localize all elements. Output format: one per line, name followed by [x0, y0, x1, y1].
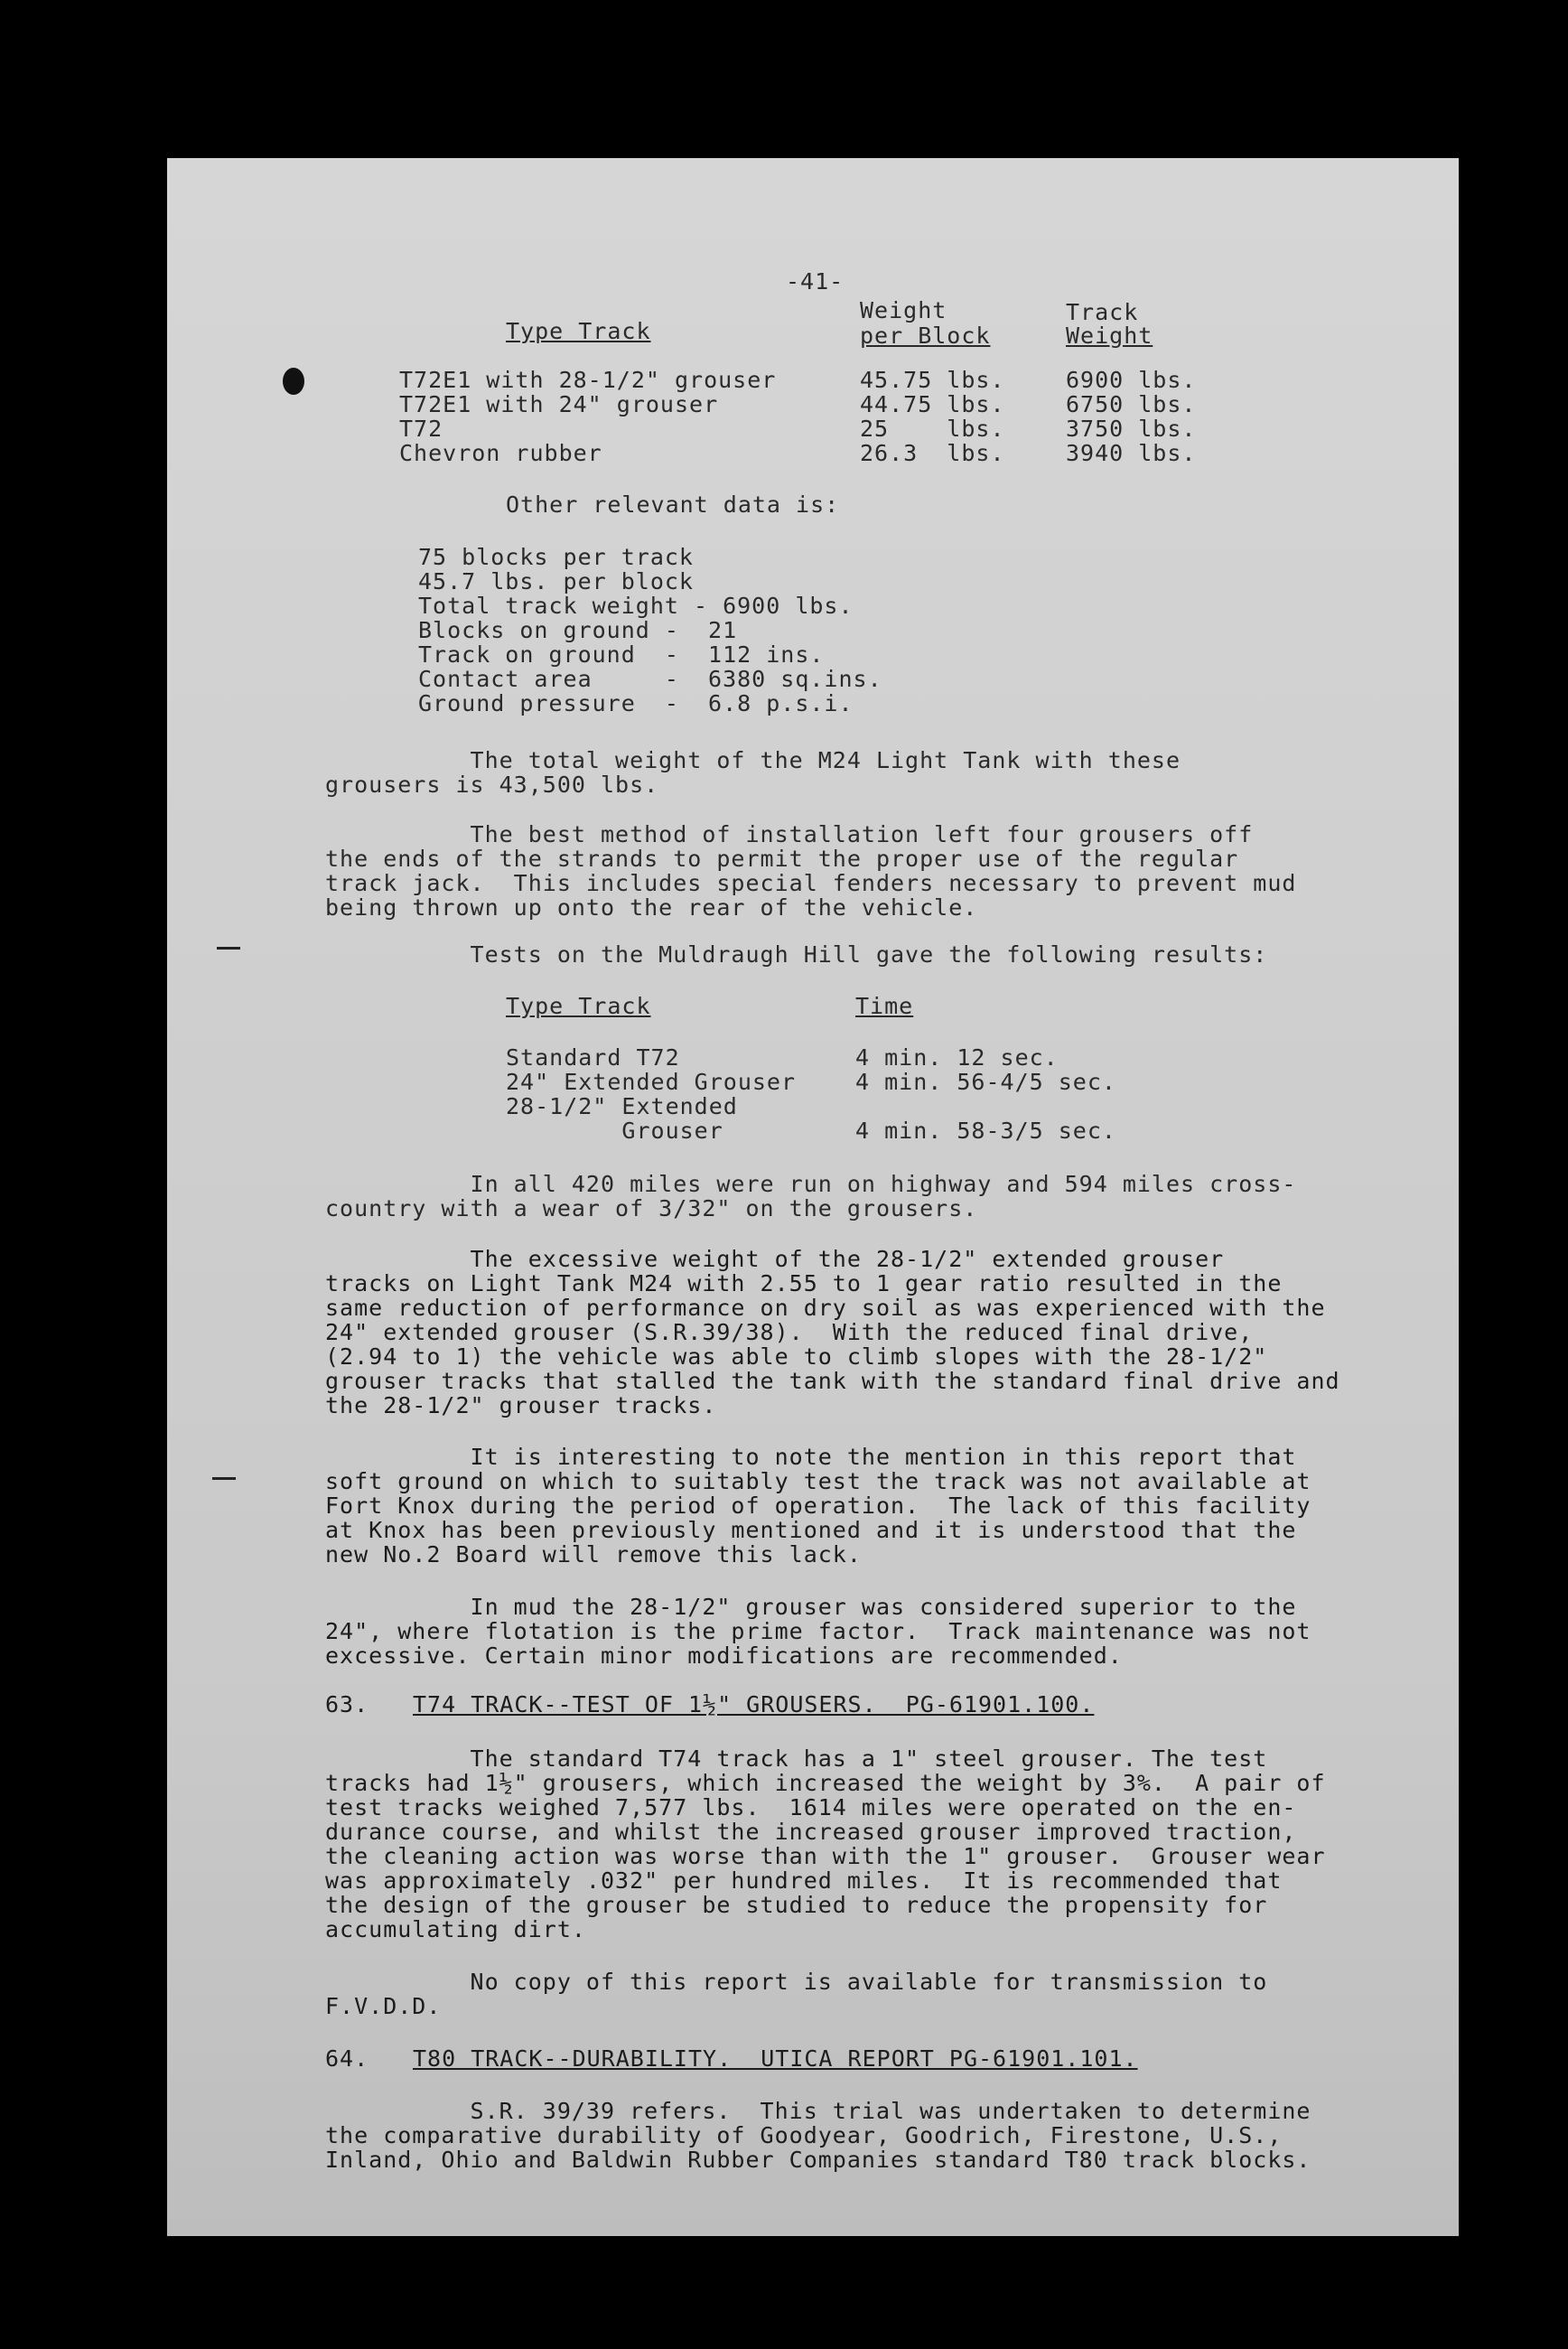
data-line: Ground pressure - 6.8 p.s.i.: [418, 690, 854, 716]
section-63-number: 63.: [325, 1691, 369, 1717]
table1-row1-track: 6900 lbs.: [1066, 367, 1197, 393]
paragraph-line: country with a wear of 3/32" on the grousers.: [325, 1195, 978, 1221]
punch-hole-mark: [283, 368, 304, 395]
table1-row2-track: 6750 lbs.: [1066, 391, 1197, 417]
paragraph-line: The standard T74 track has a 1" steel grouser. The test: [325, 1745, 1268, 1772]
paragraph-line: tracks had 1½" grousers, which increased the weight by 3%. A pair of: [325, 1770, 1326, 1796]
paragraph-line: at Knox has been previously mentioned and it is understood that the: [325, 1517, 1297, 1543]
paragraph-line: the comparative durability of Goodyear, Goodrich, Firestone, U.S.,: [325, 2122, 1283, 2148]
paragraph-line: the 28-1/2" grouser tracks.: [325, 1392, 717, 1418]
paragraph-line: Inland, Ohio and Baldwin Rubber Companies standard T80 track blocks.: [325, 2147, 1311, 2173]
paragraph-line: The excessive weight of the 28-1/2" extended grouser: [325, 1246, 1225, 1272]
paragraph-line: excessive. Certain minor modifications are recommended.: [325, 1642, 1123, 1669]
table2-row3-type: 28-1/2" Extended: [506, 1093, 738, 1119]
paragraph-line: same reduction of performance on dry soil as was experienced with the: [325, 1295, 1326, 1321]
paragraph-line: (2.94 to 1) the vehicle was able to climb slopes with the 28-1/2": [325, 1343, 1268, 1370]
table1-row1-weight: 45.75 lbs.: [860, 367, 1005, 393]
paragraph-line: soft ground on which to suitably test the track was not available at: [325, 1468, 1311, 1494]
table2-row4-type: Grouser: [506, 1118, 723, 1144]
data-line: Track on ground - 112 ins.: [418, 641, 825, 668]
table2-header-type: Type Track: [506, 993, 651, 1019]
paragraph-line: the design of the grouser be studied to reduce the propensity for: [325, 1892, 1268, 1918]
paragraph-line: test tracks weighed 7,577 lbs. 1614 miles were operated on the en-: [325, 1794, 1297, 1820]
page-number: -41-: [786, 268, 845, 295]
data-line: Blocks on ground - 21: [418, 617, 738, 643]
paragraph-line: grousers is 43,500 lbs.: [325, 772, 659, 798]
document-page: [167, 158, 1459, 2236]
table1-header-track-line2: Weight: [1066, 323, 1153, 349]
table2-row2-type: 24" Extended Grouser: [506, 1069, 797, 1095]
table1-header-weight-line2: per Block: [860, 323, 991, 349]
table1-row1-type: T72E1 with 28-1/2" grouser: [399, 367, 777, 393]
paragraph-line: In all 420 miles were run on highway and 594 miles cross-: [325, 1171, 1297, 1197]
table2-row1-type: Standard T72: [506, 1044, 680, 1071]
paragraph-line: track jack. This includes special fenders necessary to prevent mud: [325, 870, 1297, 896]
data-line: Contact area - 6380 sq.ins.: [418, 666, 882, 692]
paragraph-line: In mud the 28-1/2" grouser was considered superior to the: [325, 1594, 1297, 1620]
data-line: Total track weight - 6900 lbs.: [418, 593, 854, 619]
table2-row2-time: 4 min. 56-4/5 sec.: [855, 1069, 1116, 1095]
data-line: 45.7 lbs. per block: [418, 568, 694, 594]
paragraph-line: No copy of this report is available for transmission to: [325, 1969, 1268, 1995]
paragraph-line: 24" extended grouser (S.R.39/38). With the reduced final drive,: [325, 1319, 1254, 1345]
table1-header-track-line1: Track: [1066, 299, 1139, 325]
margin-mark: [212, 1477, 236, 1480]
paragraph-line: It is interesting to note the mention in this report that: [325, 1444, 1297, 1470]
paragraph-line: S.R. 39/39 refers. This trial was undertaken to determine: [325, 2098, 1311, 2124]
table1-row3-track: 3750 lbs.: [1066, 416, 1197, 442]
paragraph-line: the ends of the strands to permit the proper use of the regular: [325, 846, 1239, 872]
paragraph-line: Tests on the Muldraugh Hill gave the following results:: [325, 941, 1268, 968]
paragraph-line: new No.2 Board will remove this lack.: [325, 1541, 862, 1568]
paragraph-line: durance course, and whilst the increased grouser improved traction,: [325, 1819, 1297, 1845]
table1-row2-type: T72E1 with 24" grouser: [399, 391, 719, 417]
margin-mark: [217, 947, 240, 950]
data-line: 75 blocks per track: [418, 544, 694, 570]
table1-row4-type: Chevron rubber: [399, 440, 602, 466]
other-data-intro: Other relevant data is:: [506, 491, 840, 518]
table1-header-weight-line1: Weight: [860, 297, 947, 323]
table1-row3-type: T72: [399, 416, 443, 442]
table2-header-time: Time: [855, 993, 914, 1019]
paragraph-line: 24", where flotation is the prime factor. Track maintenance was not: [325, 1618, 1311, 1644]
paragraph-line: accumulating dirt.: [325, 1916, 586, 1942]
table1-row4-track: 3940 lbs.: [1066, 440, 1197, 466]
table2-row4-time: 4 min. 58-3/5 sec.: [855, 1118, 1116, 1144]
section-64-number: 64.: [325, 2045, 369, 2072]
paragraph-line: was approximately .032" per hundred miles. It is recommended that: [325, 1867, 1283, 1894]
paragraph-line: The best method of installation left four grousers off: [325, 821, 1254, 847]
table1-row3-weight: 25 lbs.: [860, 416, 1005, 442]
section-64-title: T80 TRACK--DURABILITY. UTICA REPORT PG-61901.101.: [413, 2045, 1138, 2072]
paragraph-line: F.V.D.D.: [325, 1993, 442, 2019]
paragraph-line: being thrown up onto the rear of the vehicle.: [325, 894, 978, 921]
paragraph-line: The total weight of the M24 Light Tank with these: [325, 747, 1181, 773]
table2-row1-time: 4 min. 12 sec.: [855, 1044, 1059, 1071]
paragraph-line: Fort Knox during the period of operation. The lack of this facility: [325, 1493, 1311, 1519]
table1-row2-weight: 44.75 lbs.: [860, 391, 1005, 417]
table1-row4-weight: 26.3 lbs.: [860, 440, 1005, 466]
paragraph-line: tracks on Light Tank M24 with 2.55 to 1 gear ratio resulted in the: [325, 1270, 1283, 1296]
paragraph-line: grouser tracks that stalled the tank with the standard final drive and: [325, 1368, 1340, 1394]
paragraph-line: the cleaning action was worse than with the 1" grouser. Grouser wear: [325, 1843, 1326, 1869]
table1-header-type: Type Track: [506, 318, 651, 344]
section-63-title: T74 TRACK--TEST OF 1½" GROUSERS. PG-61901.100.: [413, 1691, 1095, 1717]
